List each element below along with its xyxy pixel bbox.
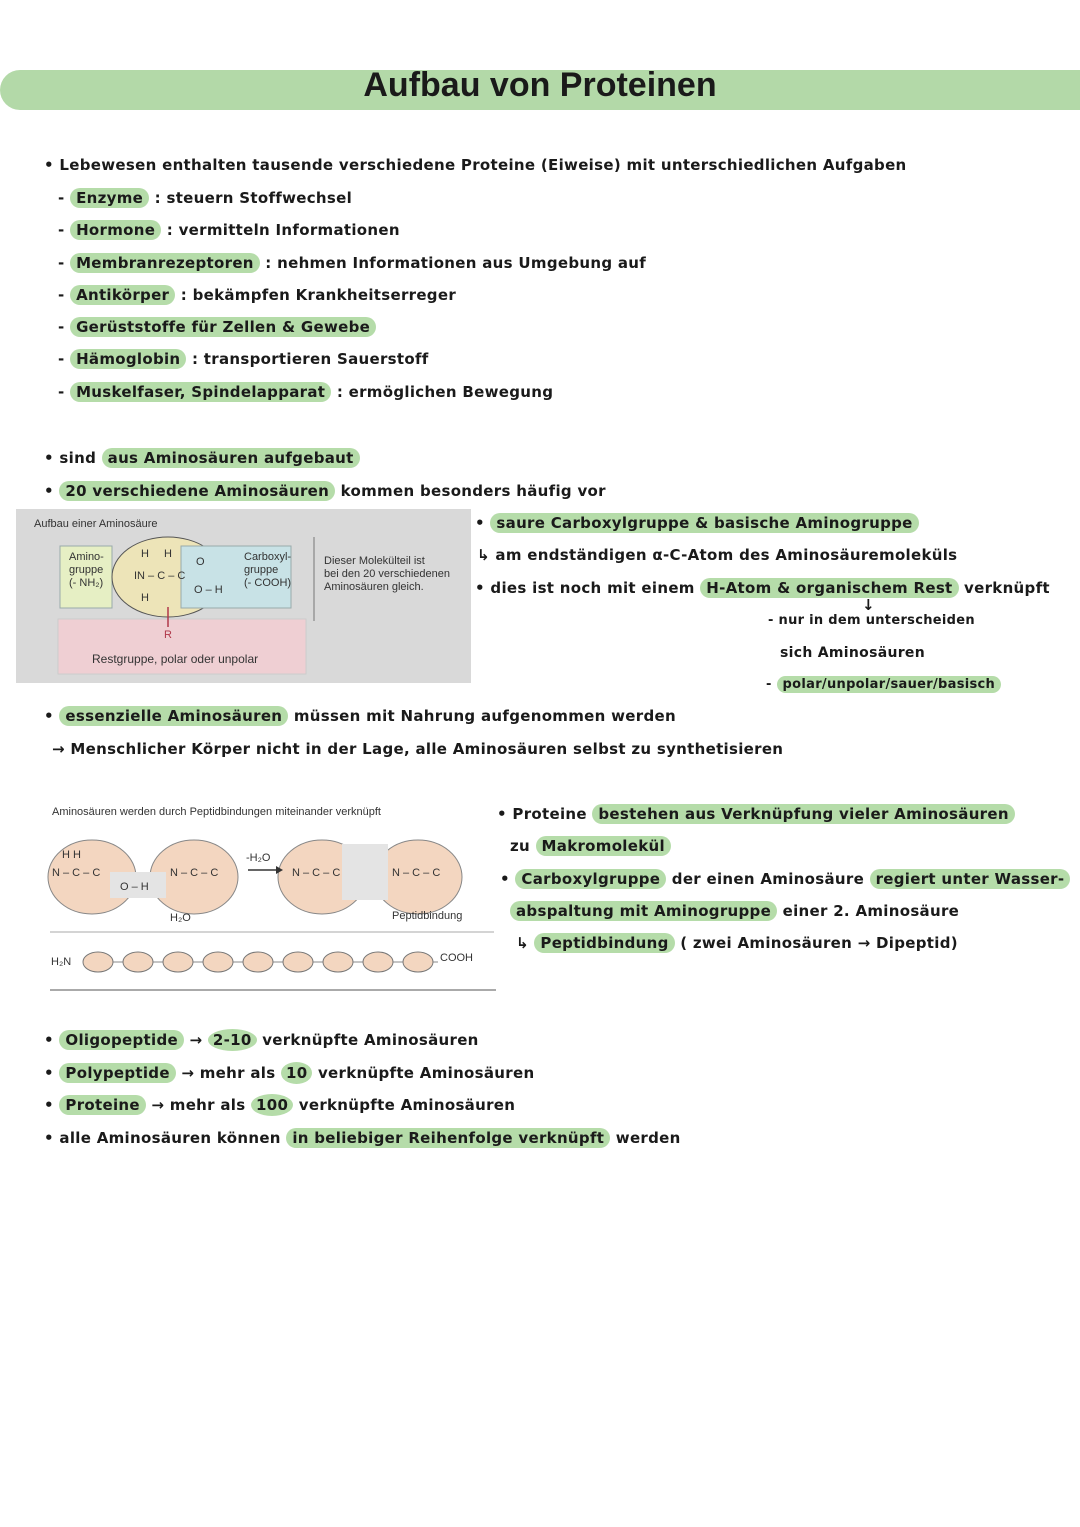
term-highlight: bestehen aus Verknüpfung vieler Aminosäuren	[592, 804, 1014, 824]
text: kommen besonders häufig vor	[340, 482, 606, 500]
text: verknüpfte Aminosäuren	[262, 1031, 479, 1049]
number-highlight: 100	[251, 1094, 293, 1116]
term-highlight: abspaltung mit Aminogruppe	[510, 901, 777, 921]
amino-group-label: gruppe	[69, 564, 104, 576]
term-desc: : vermitteln Informationen	[166, 221, 400, 239]
rest-group-label: Restgruppe, polar oder unpolar	[92, 652, 259, 666]
note-cleavage	[510, 902, 959, 920]
peptide-svg	[40, 800, 496, 992]
figure-title: Aminosäuren werden durch Peptidbindungen miteinander verknüpft	[52, 806, 381, 818]
term-highlight: Enzyme	[70, 188, 149, 208]
term-highlight: essenzielle Aminosäuren	[59, 706, 288, 726]
term-highlight: Gerüststoffe für Zellen & Gewebe	[70, 317, 376, 337]
list-item: - Hämoglobin : transportieren Sauerstoff	[58, 350, 429, 368]
term-highlight: Proteine	[59, 1095, 145, 1115]
term-highlight: Hormone	[70, 220, 161, 240]
text: verknüpfte Aminosäuren	[298, 1096, 516, 1114]
text: einer 2. Aminosäure	[782, 902, 960, 920]
svg-text:H H: H H	[62, 849, 81, 861]
term-highlight: Oligopeptide	[59, 1030, 184, 1050]
arrow-down-icon: ↓	[862, 596, 875, 614]
text: ( zwei Aminosäuren → Dipeptid)	[680, 934, 958, 952]
text: dies ist noch mit einem	[490, 579, 695, 597]
text: werden	[615, 1129, 681, 1147]
svg-text:N – C – C: N – C – C	[52, 867, 101, 879]
note-macromolecule	[510, 837, 671, 855]
text: Proteine	[512, 805, 587, 823]
term-highlight: Carboxylgruppe	[515, 869, 666, 889]
essential-line-2: → Menschlicher Körper nicht in der Lage, alle Aminosäuren selbst zu synthetisieren	[52, 740, 784, 758]
rest-r-label: R	[164, 629, 172, 641]
number-highlight: 2-10	[208, 1029, 257, 1051]
note-carboxyl-react: • Carboxylgruppe der einen Aminosäure regiert unter Wasser-	[500, 870, 1070, 888]
note-differ: - nur in dem unterscheiden	[768, 613, 975, 628]
term-desc: : ermöglichen Bewegung	[336, 383, 554, 401]
carboxyl-group-label: (- COOH)	[244, 577, 292, 589]
amino-group-label: (- NH₂)	[69, 577, 104, 589]
figure-note: Aminosäuren gleich.	[324, 581, 424, 593]
protein-line: • Proteine → mehr als 100 verknüpfte Aminosäuren	[44, 1096, 516, 1114]
page-title: Aufbau von Proteinen	[363, 66, 717, 104]
svg-text:N – C – C: N – C – C	[392, 867, 441, 879]
carboxyl-group-label: gruppe	[244, 564, 279, 576]
h2n-label: H₂N	[51, 956, 72, 968]
text: zu	[510, 837, 531, 855]
svg-text:H: H	[141, 548, 149, 560]
number-highlight: 10	[281, 1062, 312, 1084]
amino-line-2: • 20 verschiedene Aminosäuren kommen besonders häufig vor	[44, 482, 606, 500]
svg-text:N – C – C: N – C – C	[292, 867, 341, 879]
note-peptide-bond	[516, 934, 958, 952]
intro-line: • Lebewesen enthalten tausende verschiedene Proteine (Eiweise) mit unterschiedlichen Aufgaben	[44, 156, 907, 174]
svg-text:IN – C – C: IN – C – C	[134, 570, 186, 582]
svg-text:H: H	[164, 548, 172, 560]
oligo-line: • Oligopeptide → 2-10 verknüpfte Aminosäuren	[44, 1031, 479, 1049]
term-desc: : nehmen Informationen aus Umgebung auf	[265, 254, 647, 272]
text: mehr als	[169, 1096, 246, 1114]
term-highlight: polar/unpolar/sauer/basisch	[777, 676, 1002, 693]
arrow-icon: ↳	[516, 934, 529, 952]
term-highlight: Peptidbindung	[534, 933, 674, 953]
svg-text:O – H: O – H	[120, 881, 149, 893]
text: mehr als	[199, 1064, 276, 1082]
svg-text:O – H: O – H	[194, 584, 223, 596]
note-h-atom: • dies ist noch mit einem H-Atom & organischem Rest verknüpft	[475, 579, 1050, 597]
term-highlight: Membranrezeptoren	[70, 253, 260, 273]
text: verknüpft	[964, 579, 1050, 597]
list-item: - Antikörper : bekämpfen Krankheitserreger	[58, 286, 457, 304]
text: müssen mit Nahrung aufgenommen werden	[293, 707, 676, 725]
term-highlight: in beliebiger Reihenfolge verknüpft	[286, 1128, 610, 1148]
text: alle Aminosäuren können	[59, 1129, 281, 1147]
svg-text:O: O	[196, 556, 205, 568]
order-line: • alle Aminosäuren können in beliebiger Reihenfolge verknüpft werden	[44, 1129, 681, 1147]
term-highlight: H-Atom & organischem Rest	[700, 578, 958, 598]
note-alpha-c: ↳ am endständigen α-C-Atom des Aminosäuremoleküls	[477, 546, 958, 564]
svg-text:N – C – C: N – C – C	[170, 867, 219, 879]
note-proteins: • Proteine bestehen aus Verknüpfung vieler Aminosäuren	[497, 805, 1015, 823]
list-item: - Enzyme : steuern Stoffwechsel	[58, 189, 353, 207]
essential-line: • essenzielle Aminosäuren müssen mit Nahrung aufgenommen werden	[44, 707, 676, 725]
intro-text: Lebewesen enthalten tausende verschiedene Proteine	[59, 156, 536, 174]
figure-note: Dieser Molekülteil ist	[324, 555, 425, 567]
note-carboxyl: • saure Carboxylgruppe & basische Aminogruppe	[475, 514, 919, 532]
list-item: - Gerüststoffe für Zellen & Gewebe	[58, 318, 376, 336]
intro-paren: (Eiweise)	[540, 156, 621, 174]
term-highlight: 20 verschiedene Aminosäuren	[59, 481, 335, 501]
cooh-label: COOH	[440, 952, 473, 964]
term-highlight: Makromolekül	[536, 836, 671, 856]
amino-acid-figure	[16, 509, 471, 683]
amino-group-label: Amino-	[69, 551, 104, 563]
figure-note: bei den 20 verschiedenen	[324, 568, 450, 580]
term-desc: : bekämpfen Krankheitserreger	[180, 286, 457, 304]
text: verknüpfte Aminosäuren	[317, 1064, 535, 1082]
note-properties: - polar/unpolar/sauer/basisch	[766, 677, 1001, 692]
text: der einen Aminosäure	[671, 870, 865, 888]
text: sind	[59, 449, 97, 467]
term-highlight: saure Carboxylgruppe & basische Aminogruppe	[490, 513, 918, 533]
list-item: - Membranrezeptoren : nehmen Informationen aus Umgebung auf	[58, 254, 647, 272]
poly-line: • Polypeptide → mehr als 10 verknüpfte Aminosäuren	[44, 1064, 535, 1082]
amino-line-1: • sind aus Aminosäuren aufgebaut	[44, 449, 360, 467]
h2o-label: H₂O	[170, 912, 191, 924]
term-highlight: Muskelfaser, Spindelapparat	[70, 382, 331, 402]
carboxyl-group-label: Carboxyl-	[244, 551, 292, 563]
peptide-bond-label: Peptidbindung	[392, 910, 463, 922]
term-highlight: Polypeptide	[59, 1063, 175, 1083]
term-highlight: Hämoglobin	[70, 349, 186, 369]
intro-text-end: mit unterschiedlichen Aufgaben	[626, 156, 907, 174]
term-highlight: Antikörper	[70, 285, 175, 305]
list-item: - Hormone : vermitteln Informationen	[58, 221, 400, 239]
peptide-figure	[40, 800, 496, 992]
term-highlight: regiert unter Wasser-	[870, 869, 1071, 889]
svg-text:H: H	[141, 592, 149, 604]
term-highlight: aus Aminosäuren aufgebaut	[102, 448, 360, 468]
list-item: - Muskelfaser, Spindelapparat : ermöglichen Bewegung	[58, 383, 554, 401]
water-label: -H₂O	[246, 852, 271, 864]
figure-title: Aufbau einer Aminosäure	[34, 518, 158, 530]
note-differ-2: sich Aminosäuren	[780, 645, 925, 661]
term-desc: : transportieren Sauerstoff	[191, 350, 429, 368]
term-desc: : steuern Stoffwechsel	[154, 189, 353, 207]
